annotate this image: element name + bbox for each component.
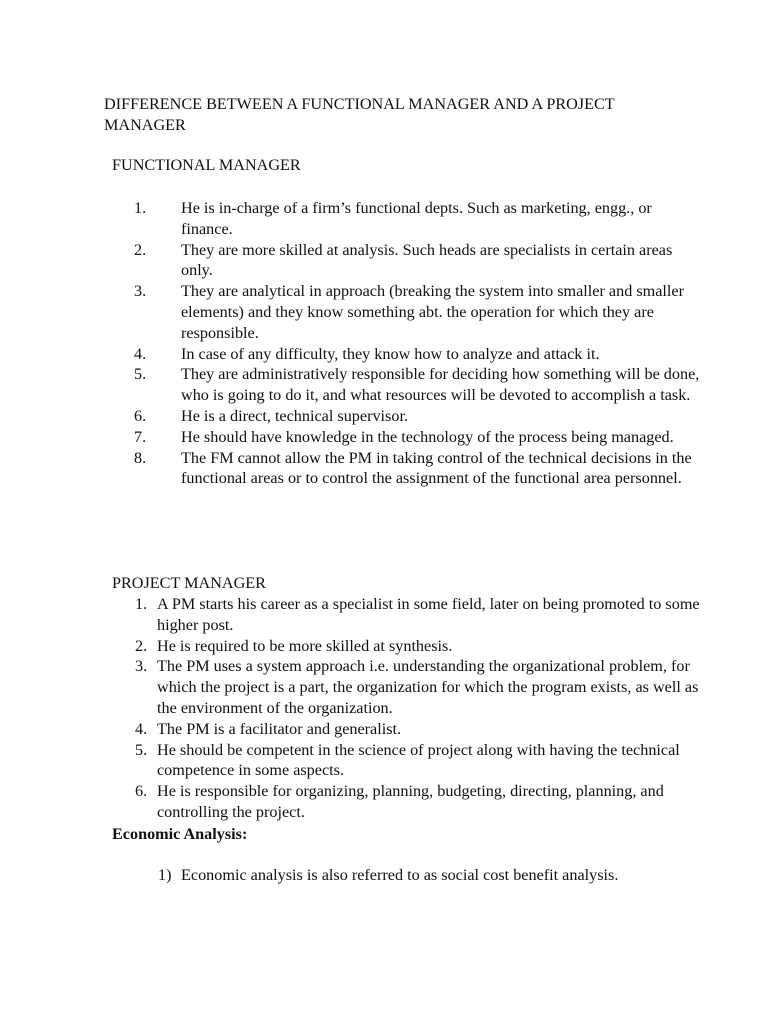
item-number: 5. <box>135 740 148 759</box>
list-item <box>0 344 700 365</box>
item-number: 5. <box>134 365 147 384</box>
item-text: He is a direct, technical supervisor. <box>181 406 408 425</box>
item-number: 2. <box>135 636 148 655</box>
project-manager-list <box>0 594 700 823</box>
list-item <box>0 740 700 782</box>
item-text: He should be competent in the science of project along with having the technical competence in some aspects. <box>157 740 680 780</box>
list-item <box>0 781 700 823</box>
item-number: 1) <box>158 866 172 884</box>
item-number: 1. <box>135 595 148 613</box>
item-number: 6. <box>134 406 147 425</box>
item-number: 4. <box>134 344 147 363</box>
item-text: He is required to be more skilled at synthesis. <box>157 636 453 655</box>
project-manager-heading: PROJECT MANAGER <box>112 574 266 592</box>
item-text: They are more skilled at analysis. Such heads are specialists in certain areas only. <box>181 240 673 280</box>
item-text: The FM cannot allow the PM in taking control of the technical decisions in the functional areas or to control the assignment of the functional area personnel. <box>181 448 692 488</box>
list-item <box>0 364 700 406</box>
list-item <box>0 448 700 490</box>
list-item <box>0 198 700 240</box>
item-text: He should have knowledge in the technology of the process being managed. <box>181 427 674 446</box>
document-title: DIFFERENCE BETWEEN A FUNCTIONAL MANAGER AND A PROJECT MANAGER <box>104 95 615 134</box>
item-text: The PM is a facilitator and generalist. <box>157 719 402 738</box>
list-item <box>0 636 700 657</box>
list-item <box>0 427 700 448</box>
item-text: They are analytical in approach (breaking the system into smaller and smaller elements) and they know something abt. the operation for which they are responsible. <box>181 282 684 342</box>
item-text: In case of any difficulty, they know how to analyze and attack it. <box>181 344 600 363</box>
item-number: 4. <box>135 719 148 738</box>
item-text: The PM uses a system approach i.e. understanding the organizational problem, for which the project is a part, the organization for which the program exists, as well as the environment of the organization. <box>157 657 699 717</box>
list-item <box>0 656 700 718</box>
functional-manager-heading: FUNCTIONAL MANAGER <box>112 156 301 174</box>
item-number: 1. <box>134 199 147 217</box>
item-text: He is responsible for organizing, planning, budgeting, directing, planning, and controlling the project. <box>157 782 664 821</box>
item-number: 8. <box>134 448 147 467</box>
list-item <box>0 594 700 636</box>
list-item <box>0 719 700 740</box>
list-item <box>0 865 700 886</box>
economic-analysis-heading: Economic Analysis: <box>112 825 248 843</box>
item-number: 2. <box>134 240 147 259</box>
list-item <box>0 240 700 282</box>
item-text: A PM starts his career as a specialist in some field, later on being promoted to some higher post. <box>157 595 700 634</box>
economic-analysis-list <box>0 865 700 886</box>
item-number: 6. <box>135 782 148 801</box>
item-text: Economic analysis is also referred to as social cost benefit analysis. <box>181 866 619 884</box>
list-item <box>0 406 700 427</box>
list-item <box>0 281 700 343</box>
functional-manager-list <box>0 198 700 489</box>
item-number: 7. <box>134 427 147 446</box>
item-text: He is in-charge of a firm’s functional depts. Such as marketing, engg., or finance. <box>181 199 652 238</box>
item-number: 3. <box>135 657 148 676</box>
item-text: They are administratively responsible for deciding how something will be done, who is going to do it, and what resources will be devoted to accomplish a task. <box>181 365 700 405</box>
item-number: 3. <box>134 282 147 301</box>
